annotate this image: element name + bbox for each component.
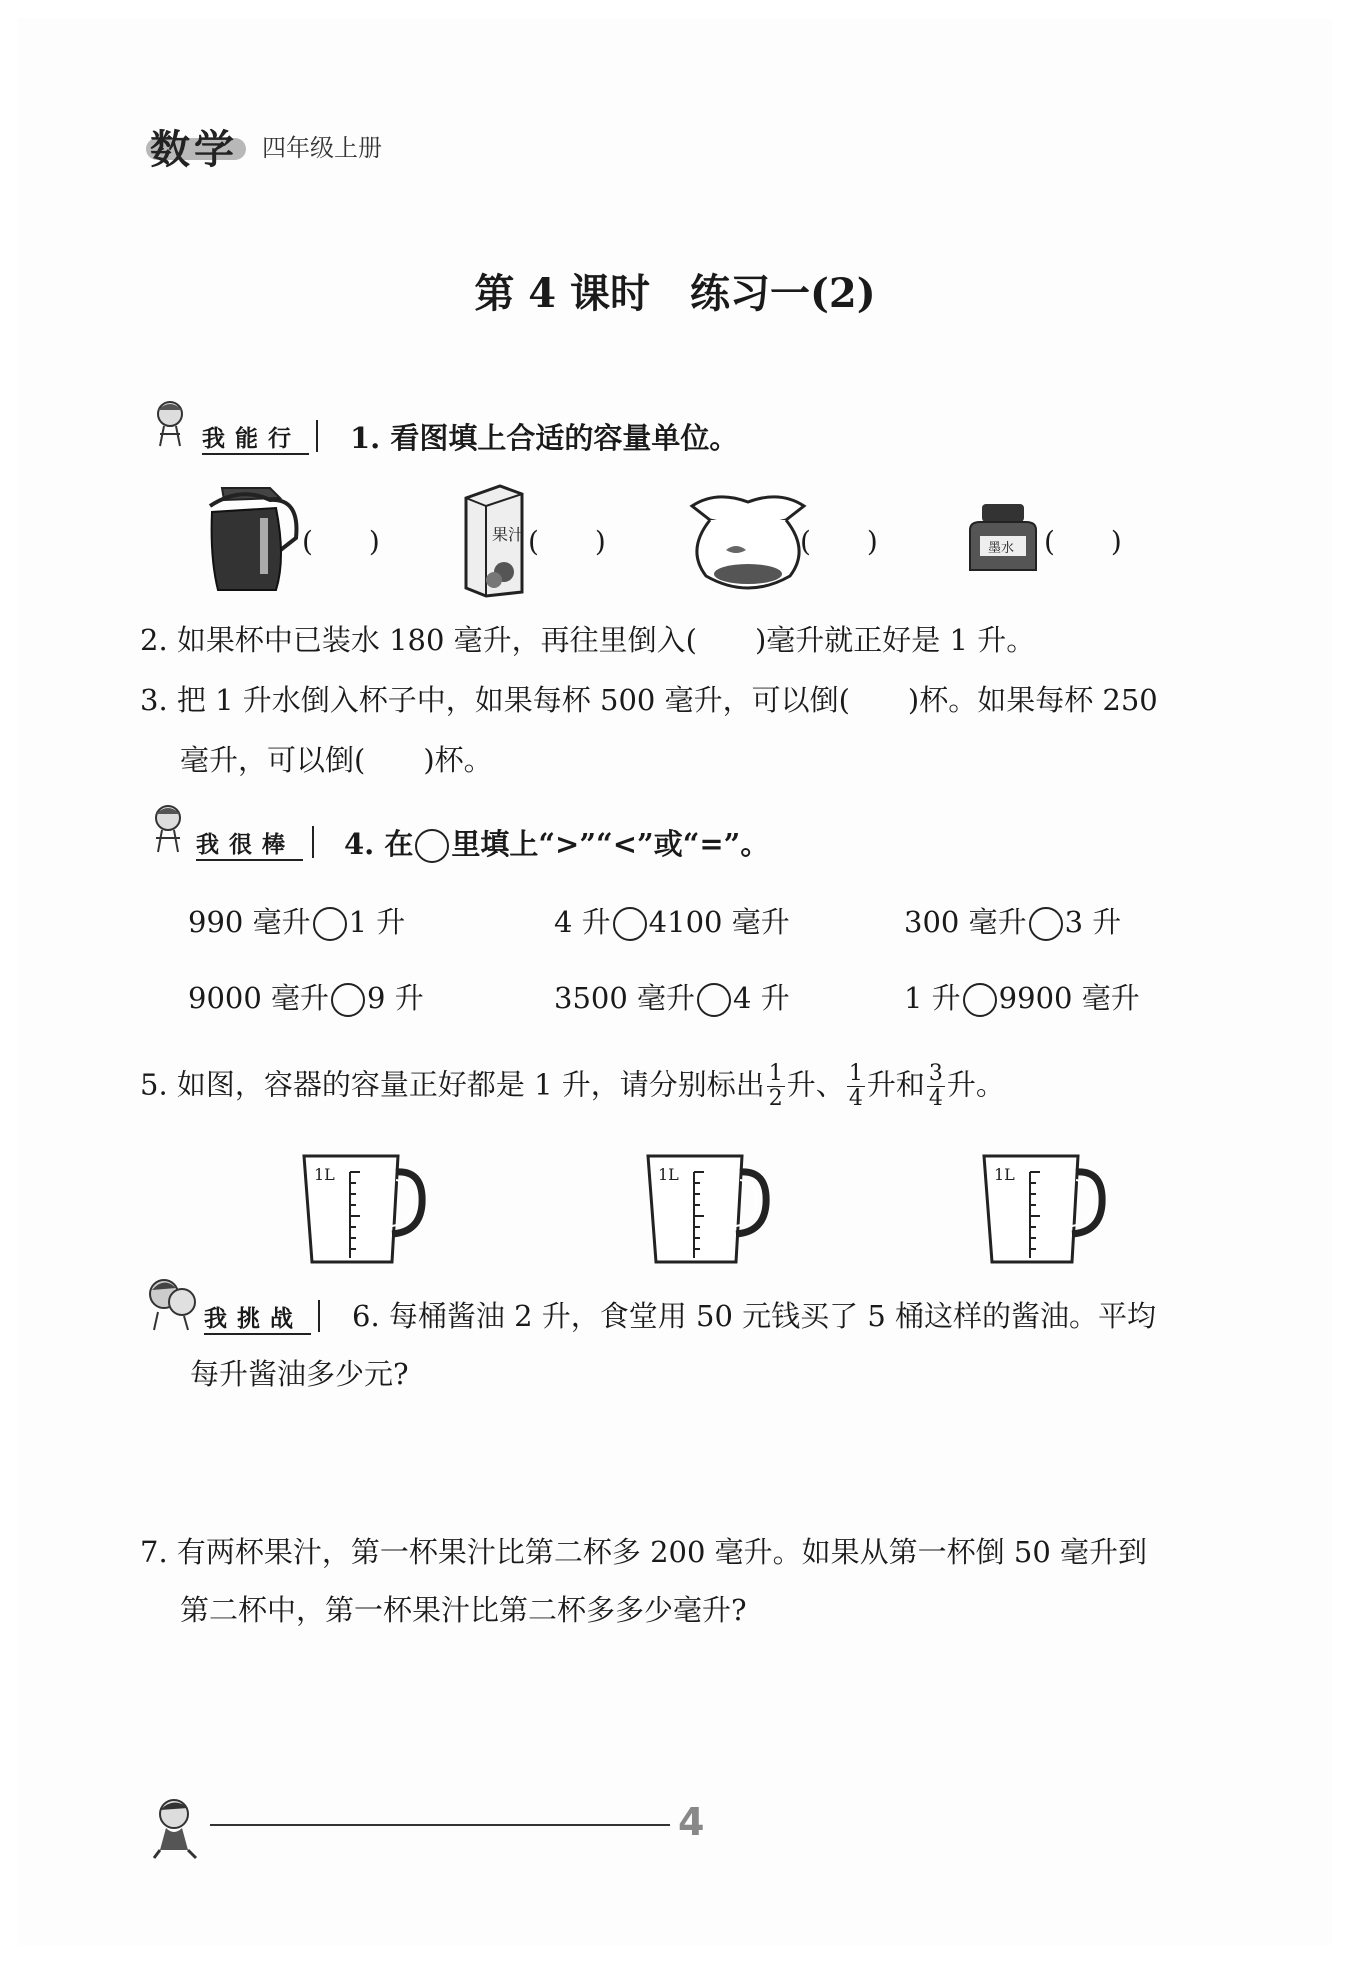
q4-item-left: 300 毫升: [904, 905, 1027, 939]
q3-line1: 3. 把 1 升水倒入杯子中，如果每杯 500 毫升，可以倒( )杯。如果每杯 250: [140, 683, 1158, 717]
compare-circle[interactable]: [1029, 907, 1063, 941]
footer-line: [210, 1824, 670, 1826]
compare-circle[interactable]: [697, 983, 731, 1017]
q5-and: 升和: [866, 1067, 925, 1102]
ink-label: 墨水: [988, 541, 1015, 556]
q5-end: 升。: [946, 1067, 1005, 1102]
q4-intro-b: 里填上“>”“<”或“=”。: [451, 827, 770, 861]
measuring-cup-2[interactable]: [644, 1150, 774, 1268]
mascot-icon: [146, 800, 190, 856]
footer-mascot-icon: [148, 1796, 208, 1862]
q3-line2: 毫升，可以倒( )杯。: [180, 743, 493, 777]
header-subject: 数学: [150, 127, 238, 173]
juice-box-icon: [460, 480, 528, 598]
cup-label: 1L: [314, 1165, 335, 1184]
fraction-denominator: 4: [848, 1086, 863, 1111]
compare-circle[interactable]: [613, 907, 647, 941]
q5-unit: 升: [786, 1067, 816, 1102]
mascot-pair-icon: [144, 1272, 200, 1332]
fraction-half: [767, 1062, 785, 1111]
juice-label: 果汁: [492, 525, 525, 544]
fraction-three-quarters: [927, 1062, 945, 1111]
q7-line1: 7. 有两杯果汁，第一杯果汁比第二杯多 200 毫升。如果从第一杯倒 50 毫升到: [140, 1535, 1148, 1569]
q4-item-right: 1 升: [348, 905, 406, 939]
q4-intro: [344, 824, 769, 864]
q1-blank-1[interactable]: ( ): [302, 525, 380, 558]
measuring-cup-1[interactable]: [300, 1150, 430, 1268]
q4-item-1: [188, 902, 405, 942]
q4-item-right: 4100 毫升: [648, 905, 790, 939]
fish-bowl-icon: [686, 490, 810, 594]
q4-item-left: 1 升: [904, 981, 961, 1015]
page-number: 4: [678, 1800, 705, 1844]
fraction-numerator: 3: [928, 1061, 943, 1086]
section-divider: [312, 826, 314, 858]
q4-intro-a: 4. 在: [344, 827, 414, 861]
q4-item-left: 9000 毫升: [188, 981, 330, 1015]
circle-symbol: [415, 829, 449, 863]
q5-text: [140, 1062, 1005, 1111]
fraction-denominator: 4: [928, 1086, 943, 1111]
compare-circle[interactable]: [331, 983, 365, 1017]
q7-line2: 第二杯中，第一杯果汁比第二杯多多少毫升?: [180, 1593, 747, 1627]
q4-item-right: 9 升: [367, 981, 424, 1015]
mascot-icon: [148, 398, 192, 450]
section-label-1: 我能行: [202, 420, 309, 455]
section-divider: [318, 1300, 320, 1332]
q4-item-3: [904, 902, 1121, 942]
q4-item-left: 3500 毫升: [554, 981, 696, 1015]
q4-item-2: [554, 902, 790, 942]
q1-text: 1. 看图填上合适的容量单位。: [350, 421, 739, 455]
q1-blank-2[interactable]: ( ): [528, 525, 606, 558]
q2-text: 2. 如果杯中已装水 180 毫升，再往里倒入( )毫升就正好是 1 升。: [140, 623, 1036, 657]
compare-circle[interactable]: [963, 983, 997, 1017]
q4-item-right: 3 升: [1064, 905, 1122, 939]
section-divider: [316, 420, 318, 452]
q4-item-4: [188, 978, 424, 1018]
fraction-denominator: 2: [768, 1086, 783, 1111]
ink-bottle-icon: [964, 500, 1042, 576]
q6-line1: 6. 每桶酱油 2 升，食堂用 50 元钱买了 5 桶这样的酱油。平均: [352, 1299, 1157, 1333]
kettle-icon: [200, 478, 310, 600]
q5-text-a: 5. 如图，容器的容量正好都是 1 升，请分别标出: [140, 1067, 765, 1102]
compare-circle[interactable]: [313, 907, 347, 941]
cup-label: 1L: [994, 1165, 1015, 1184]
q6-line2: 每升酱油多少元?: [190, 1357, 409, 1391]
section-label-2: 我很棒: [196, 826, 303, 861]
q4-item-6: [904, 978, 1140, 1018]
fraction-quarter: [847, 1062, 865, 1111]
lesson-title: 第 4 课时 练习一(2): [474, 270, 876, 317]
q5-sep: 、: [815, 1067, 845, 1102]
q4-item-left: 990 毫升: [188, 905, 311, 939]
section-label-3: 我挑战: [204, 1300, 311, 1335]
fraction-numerator: 1: [768, 1061, 783, 1086]
q4-item-right: 9900 毫升: [998, 981, 1140, 1015]
q4-item-5: [554, 978, 790, 1018]
q4-item-left: 4 升: [554, 905, 611, 939]
measuring-cup-3[interactable]: [980, 1150, 1110, 1268]
q1-blank-4[interactable]: ( ): [1044, 525, 1122, 558]
q1-blank-3[interactable]: ( ): [800, 525, 878, 558]
cup-label: 1L: [658, 1165, 679, 1184]
fraction-numerator: 1: [848, 1061, 863, 1086]
header-grade: 四年级上册: [262, 134, 382, 162]
q4-item-right: 4 升: [733, 981, 790, 1015]
